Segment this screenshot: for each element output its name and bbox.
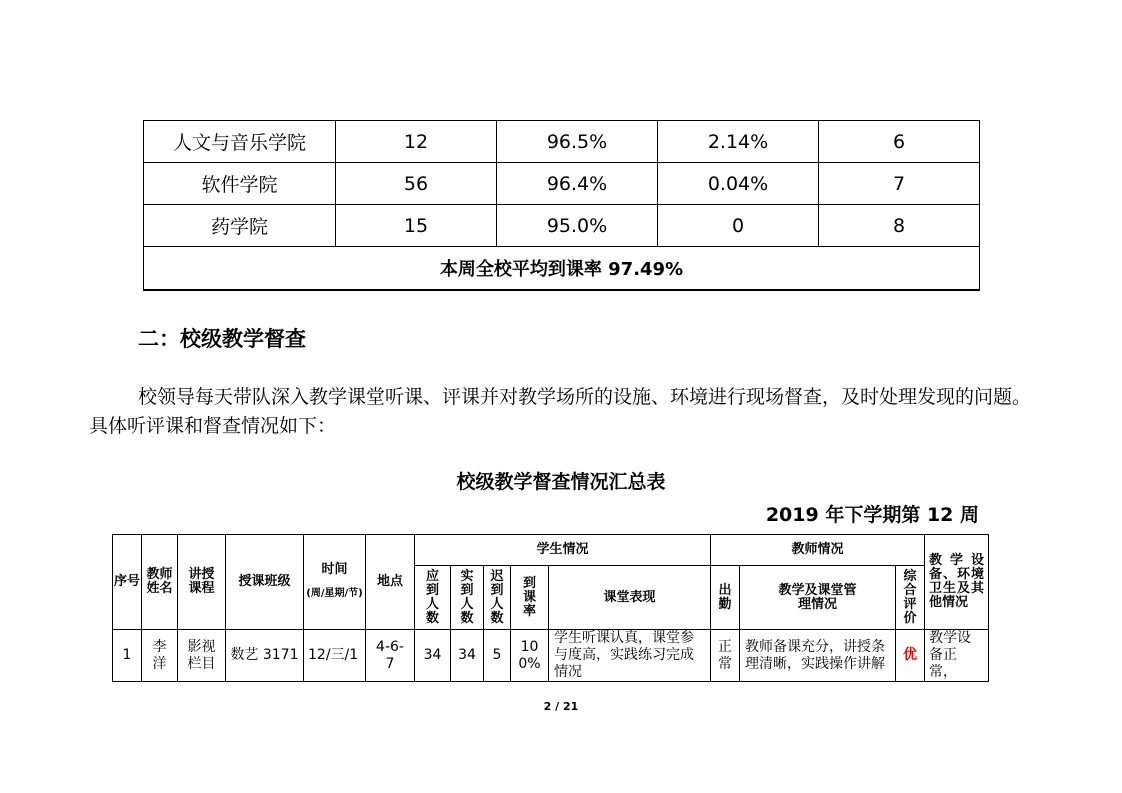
actual-cell: 34	[451, 630, 484, 682]
section-heading: 二：校级教学督查	[138, 327, 306, 351]
class-cell: 数艺 3171	[226, 630, 304, 682]
course-header: 讲授课程	[178, 535, 226, 630]
performance-cell: 学生听课认真，课堂参与度高，实践练习完成情况	[549, 630, 711, 682]
teaching-cell: 教师备课充分，讲授条理清晰，实践操作讲解	[740, 630, 896, 682]
table-row	[144, 163, 980, 205]
overall-header: 综合评价	[896, 566, 925, 630]
school-average: 本周全校平均到课率 97.49%	[144, 247, 980, 291]
environment-header: 教学设备、环境卫生及其他情况	[925, 535, 989, 630]
location-cell: 4-6-7	[366, 630, 415, 682]
attendance-rate: 95.0%	[497, 205, 658, 247]
college-name: 软件学院	[144, 163, 336, 205]
class-count: 12	[336, 121, 497, 163]
late-rate: 0	[658, 205, 819, 247]
table-row	[144, 121, 980, 163]
teacher-group-header: 教师情况	[711, 535, 925, 566]
time-cell: 12/三/1	[304, 630, 366, 682]
class-count: 56	[336, 163, 497, 205]
late-rate: 0.04%	[658, 163, 819, 205]
location-header: 地点	[366, 535, 415, 630]
teacher-cell: 李洋	[142, 630, 178, 682]
college-name: 药学院	[144, 205, 336, 247]
late-header: 迟到人数	[484, 566, 511, 630]
intro-paragraph	[89, 383, 1049, 441]
seq-header: 序号	[113, 535, 142, 630]
environment-cell: 教学设备正常，	[925, 630, 989, 682]
teacher-header: 教师姓名	[142, 535, 178, 630]
table-row	[144, 205, 980, 247]
performance-header: 课堂表现	[549, 566, 711, 630]
class-header: 授课班级	[226, 535, 304, 630]
page-number: 2 / 21	[543, 700, 579, 713]
attendance-rate: 96.4%	[497, 163, 658, 205]
seq-cell: 1	[113, 630, 142, 682]
time-header-label: 时间	[321, 562, 348, 577]
table-row	[113, 630, 989, 682]
expected-cell: 34	[415, 630, 451, 682]
presence-cell: 正常	[711, 630, 740, 682]
actual-header: 实到人数	[451, 566, 484, 630]
college-name: 人文与音乐学院	[144, 121, 336, 163]
rank: 7	[819, 163, 980, 205]
average-row	[144, 247, 980, 291]
student-group-header: 学生情况	[415, 535, 711, 566]
class-count: 15	[336, 205, 497, 247]
presence-header: 出勤	[711, 566, 740, 630]
inspection-table	[112, 534, 989, 682]
late-rate: 2.14%	[658, 121, 819, 163]
time-header	[304, 535, 366, 630]
time-header-sub: (周/星期/节)	[306, 588, 363, 599]
attendance-summary-table	[143, 120, 980, 291]
rank: 8	[819, 205, 980, 247]
attendance-rate-cell: 100%	[511, 630, 549, 682]
paragraph-line: 校领导每天带队深入教学课堂听课、评课并对教学场所的设施、环境进行现场督查，及时处理发现的问	[138, 386, 994, 408]
late-cell: 5	[484, 630, 511, 682]
table-title: 校级教学督查情况汇总表	[456, 471, 666, 493]
teaching-header: 教学及课堂管理情况	[740, 566, 896, 630]
attendance-rate: 96.5%	[497, 121, 658, 163]
expected-header: 应到人数	[415, 566, 451, 630]
course-cell: 影视栏目	[178, 630, 226, 682]
header-row	[113, 535, 989, 566]
attendance-rate-header: 到课率	[511, 566, 549, 630]
term-label: 2019 年下学期第 12 周	[765, 504, 979, 526]
rank: 6	[819, 121, 980, 163]
overall-rating: 优	[896, 630, 925, 682]
paragraph-line: 题。具体听评课和督查情况如下：	[89, 386, 1032, 437]
